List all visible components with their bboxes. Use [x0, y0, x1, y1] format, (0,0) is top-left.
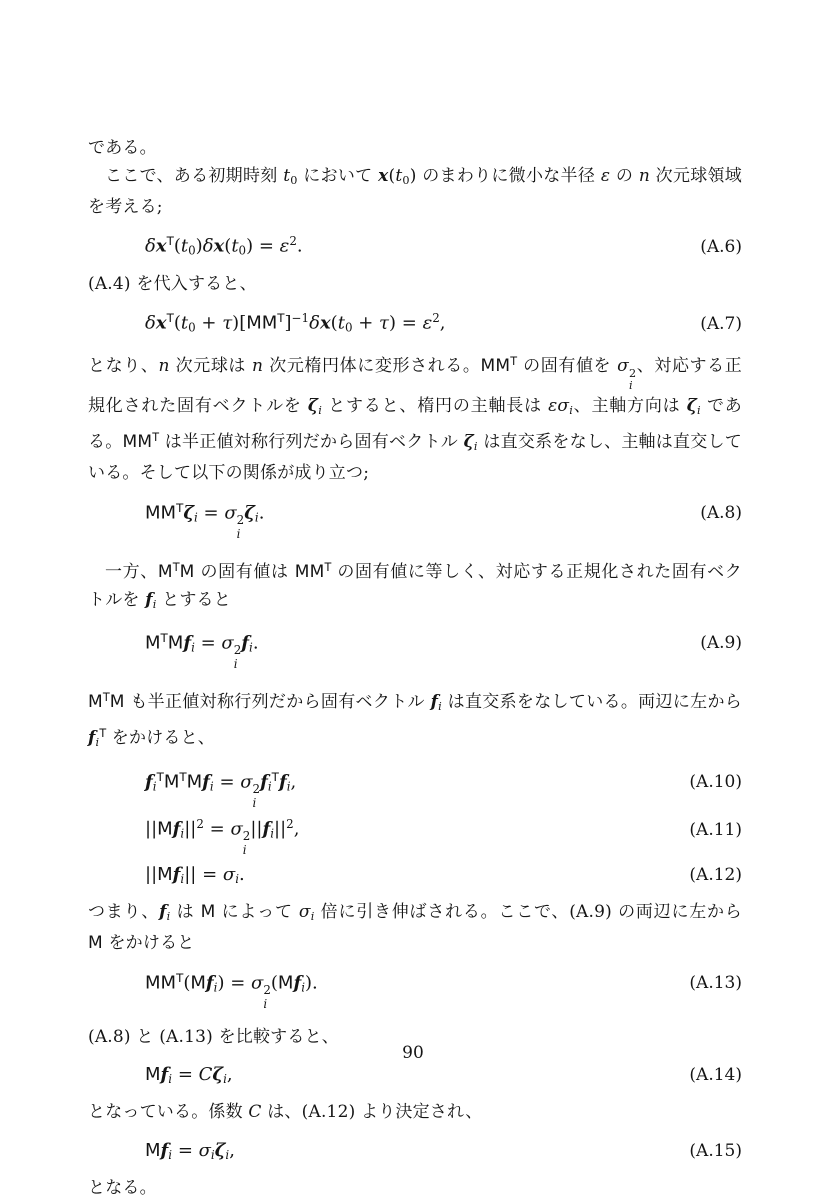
math-token: i — [270, 826, 275, 841]
math-token: M — [167, 632, 184, 654]
math-token: )[ — [232, 312, 247, 334]
math-token: C — [248, 1102, 262, 1123]
math-token: MM — [294, 562, 325, 583]
page-number: 90 — [402, 1043, 424, 1063]
text-run: は、 — [261, 1102, 302, 1123]
equation-body — [88, 1140, 235, 1162]
math-token: M — [145, 632, 161, 654]
math-token: T — [156, 769, 164, 784]
math-token: (A.8) — [88, 1026, 131, 1047]
math-token: f — [145, 771, 153, 793]
equation — [88, 971, 742, 1011]
math-token: || — [184, 818, 197, 840]
text-run: は直交系をなし、主軸は直交している。そして以下の関係が成り立つ; — [88, 432, 742, 484]
paragraph — [88, 163, 742, 222]
text-run: 次元球は — [169, 355, 253, 376]
math-token: M — [88, 933, 103, 954]
paragraph — [88, 899, 742, 958]
math-token: ζ — [183, 502, 194, 524]
math-token: . — [258, 502, 265, 524]
math-token: T — [176, 970, 184, 985]
math-token: δ — [309, 312, 320, 334]
math-token: M — [277, 972, 294, 994]
math-token: M — [145, 1064, 161, 1086]
paragraph — [88, 135, 742, 163]
math-token: f — [160, 1139, 169, 1161]
text-run: を代入すると、 — [130, 273, 257, 294]
text-run: 、対応する正規化された固有ベクトルを — [88, 355, 742, 416]
equation-body — [88, 1064, 233, 1086]
text-run: も半正値対称行列だから固有ベクトル — [124, 692, 431, 713]
text-run: は直交系をなしている。両辺に左から — [441, 692, 742, 713]
math-token: i — [223, 1072, 227, 1087]
math-token: τ — [379, 312, 389, 334]
math-token: σ — [222, 864, 236, 886]
math-token: M — [88, 692, 103, 713]
math-token: ζ — [463, 432, 474, 453]
equation — [88, 1140, 742, 1162]
equation-number: (A.8) — [700, 503, 742, 524]
equation-body — [88, 817, 299, 857]
math-token: 0 — [290, 173, 298, 187]
text-run: の両辺に左から — [611, 902, 742, 923]
equation-number: (A.13) — [689, 973, 742, 994]
math-token: x — [155, 312, 167, 334]
text-run: のまわりに微小な半径 — [416, 165, 601, 186]
math-token: MM — [480, 355, 511, 376]
math-token: (A.13) — [159, 1026, 213, 1047]
math-token: M — [109, 692, 125, 713]
math-token: M — [157, 562, 173, 583]
paragraph — [88, 554, 742, 618]
math-token: f — [172, 818, 181, 840]
math-token: T — [179, 769, 187, 784]
math-token: ) = — [217, 972, 252, 994]
paragraph — [88, 348, 742, 488]
math-token: σ — [230, 818, 243, 840]
math-token: . — [239, 864, 245, 886]
math-token: τ — [222, 312, 233, 334]
math-token: i — [696, 403, 701, 417]
math-token: C — [198, 1064, 213, 1086]
math-token: 2 — [196, 816, 204, 831]
math-token: f — [160, 1064, 169, 1086]
math-token: 2 i — [628, 366, 637, 393]
math-token: 0 — [344, 320, 353, 335]
math-token: t — [180, 312, 189, 334]
math-token: 0 — [238, 243, 247, 258]
math-token: T — [172, 561, 180, 574]
math-token: i — [301, 980, 305, 995]
equation-body — [88, 770, 296, 810]
equation-number: (A.10) — [689, 772, 742, 793]
math-token: = — [213, 771, 241, 793]
math-token: i — [235, 872, 239, 887]
math-token: i — [95, 736, 100, 750]
math-token: i — [210, 1147, 215, 1162]
equation — [88, 631, 742, 671]
math-token: T — [176, 500, 184, 515]
equation-body — [88, 631, 259, 671]
math-token: . — [296, 235, 303, 257]
math-token: T — [277, 311, 285, 326]
math-token: 2 — [286, 816, 294, 831]
math-token: M — [157, 864, 173, 886]
math-token: i — [473, 439, 478, 453]
math-token: i — [249, 640, 253, 655]
math-token: M — [145, 1139, 161, 1161]
math-token: ε — [600, 165, 611, 186]
math-token: t — [283, 165, 291, 186]
math-token: ( — [330, 312, 338, 334]
math-token: t — [231, 235, 239, 257]
math-token: i — [213, 980, 218, 995]
equation — [88, 770, 742, 810]
math-token: = — [194, 632, 222, 654]
math-token: −1 — [291, 311, 310, 326]
math-token: ( — [173, 235, 181, 257]
math-token: , — [290, 771, 297, 793]
text-run: である。 — [88, 138, 157, 158]
math-token: i — [166, 909, 171, 923]
math-token: ζ — [686, 395, 697, 416]
math-token: f — [145, 589, 153, 610]
math-token: T — [99, 727, 107, 741]
math-token: M — [157, 818, 173, 840]
math-token: ε — [279, 235, 290, 257]
paragraph — [88, 1099, 742, 1127]
math-token: i — [152, 597, 157, 611]
math-token: 0 — [188, 243, 196, 258]
text-run: とすると — [156, 589, 231, 610]
math-token: . — [252, 632, 259, 654]
math-token: σ — [298, 902, 311, 923]
math-token: n — [158, 355, 170, 376]
text-run: とすると、楕円の主軸長は — [321, 395, 549, 416]
math-token: 2 i — [242, 829, 251, 857]
text-run: である。 — [88, 395, 742, 453]
math-token: f — [183, 632, 192, 654]
math-token: = — [197, 502, 225, 524]
equation-number: (A.11) — [689, 819, 742, 840]
math-token: f — [260, 771, 268, 793]
math-token: + — [195, 312, 223, 334]
math-token: = — [172, 1139, 199, 1161]
equation-body — [88, 971, 318, 1011]
math-token: T — [271, 769, 279, 784]
math-token: ζ — [307, 395, 319, 416]
equation-number: (A.15) — [689, 1140, 742, 1161]
math-token: n — [252, 355, 264, 376]
math-token: f — [88, 728, 96, 749]
math-token: ] — [284, 312, 292, 334]
math-token: ( — [224, 235, 232, 257]
math-token: f — [172, 864, 181, 886]
text-run: より決定され、 — [355, 1102, 483, 1123]
text-run: は半正値対称行列だから固有ベクトル — [159, 432, 464, 453]
math-token: i — [191, 640, 195, 655]
paragraph — [88, 684, 742, 757]
equation — [88, 311, 742, 335]
paragraph — [88, 271, 742, 299]
math-token: MM — [122, 432, 153, 453]
math-token: 2 i — [263, 983, 271, 1011]
math-token: M — [190, 972, 206, 994]
math-token: M — [186, 771, 203, 793]
text-run: を比較すると、 — [212, 1026, 339, 1047]
equation — [88, 501, 742, 541]
math-token: ( — [270, 972, 278, 994]
math-token: ε — [422, 312, 433, 334]
text-run: 一方、 — [105, 562, 158, 583]
math-token: ). — [305, 972, 318, 994]
math-token: f — [262, 818, 271, 840]
math-token: 2 — [289, 234, 297, 249]
math-token: f — [205, 972, 214, 994]
math-token: f — [293, 972, 302, 994]
text-run: 、主軸方向は — [573, 395, 687, 416]
math-token: ( — [183, 972, 191, 994]
text-run: となる。 — [88, 1177, 157, 1198]
math-token: = — [203, 818, 231, 840]
math-token: || — [274, 818, 287, 840]
text-run: をかけると — [102, 933, 195, 954]
math-token: ( — [173, 312, 181, 334]
math-token: T — [160, 630, 168, 645]
text-run: の — [610, 165, 639, 186]
math-token: i — [318, 403, 322, 417]
text-run: によって — [215, 902, 299, 923]
text-run: は — [170, 902, 201, 923]
text-run: ここで、ある初期時刻 — [105, 165, 284, 186]
math-token: M — [179, 562, 195, 583]
math-token: ) = — [389, 312, 423, 334]
math-token: (A.4) — [88, 273, 131, 294]
math-token: ) = — [246, 235, 280, 257]
math-token: i — [209, 779, 214, 794]
equation — [88, 1064, 742, 1086]
math-token: i — [180, 872, 185, 887]
math-token: i — [168, 1147, 173, 1162]
math-token: i — [310, 909, 315, 923]
math-token: δ — [145, 235, 156, 257]
math-token: T — [324, 561, 332, 574]
math-token: MM — [145, 972, 177, 994]
equation-number: (A.7) — [700, 313, 742, 334]
text-run: つまり、 — [88, 902, 160, 923]
text-run: 次元球領域を考える; — [88, 165, 743, 217]
text-run: と — [130, 1026, 160, 1047]
math-token: || = — [184, 864, 223, 886]
equation-body — [88, 311, 446, 335]
math-token: MM — [145, 502, 177, 524]
equation-number: (A.6) — [700, 236, 742, 257]
math-token: δ — [145, 312, 156, 334]
text-run: の固有値は — [194, 562, 295, 583]
equation-body — [88, 234, 303, 258]
math-token: x — [155, 235, 167, 257]
math-token: 0 — [188, 320, 196, 335]
math-token: δ — [202, 235, 214, 257]
math-token: f — [278, 771, 287, 793]
math-token: σ — [240, 771, 253, 793]
math-token: x — [378, 165, 389, 186]
math-token: i — [438, 699, 442, 713]
math-token: σ — [198, 1139, 211, 1161]
math-token: i — [569, 403, 574, 417]
math-token: εσ — [548, 395, 570, 416]
equation-body — [88, 501, 264, 541]
math-token: i — [180, 826, 185, 841]
math-token: ζ — [212, 1064, 224, 1086]
text-run: の固有値に等しく、対応する正規化された固有ベクトルを — [88, 562, 742, 610]
math-token: ) — [409, 165, 417, 186]
math-token: f — [430, 692, 439, 713]
math-token: (A.9) — [569, 902, 612, 923]
math-token: 2 — [432, 311, 440, 326]
math-token: || — [145, 864, 158, 886]
math-token: 0 — [402, 173, 410, 187]
math-token: || — [250, 818, 263, 840]
math-token: i — [152, 779, 157, 794]
math-token: 2 i — [236, 513, 245, 541]
math-token: i — [168, 1072, 173, 1087]
math-token: , — [439, 312, 446, 334]
math-token: , — [293, 818, 300, 840]
math-token: T — [510, 354, 518, 368]
math-token: ( — [388, 165, 396, 186]
math-token: t — [337, 312, 345, 334]
text-run: となり、 — [88, 355, 159, 376]
math-token: T — [166, 311, 174, 326]
document-content — [88, 135, 742, 1202]
math-token: f — [202, 771, 210, 793]
math-token: f — [241, 632, 250, 654]
text-run: 次元楕円体に変形される。 — [263, 355, 481, 376]
math-token: f — [159, 902, 167, 923]
equation-body — [88, 864, 245, 886]
math-token: x — [319, 312, 331, 334]
equation-number: (A.12) — [689, 865, 742, 886]
math-token: , — [226, 1064, 233, 1086]
equation-group — [88, 770, 742, 886]
equation-number: (A.9) — [700, 633, 742, 654]
math-token: σ — [221, 632, 234, 654]
math-token: i — [254, 510, 259, 525]
math-token: ) — [195, 235, 203, 257]
math-token: i — [194, 510, 198, 525]
math-token: 2 i — [252, 782, 261, 810]
math-token: + — [352, 312, 380, 334]
math-token: ζ — [244, 502, 255, 524]
math-token: M — [163, 771, 180, 793]
math-token: σ — [251, 972, 264, 994]
text-run: をかけると、 — [106, 728, 215, 749]
math-token: 2 i — [233, 643, 242, 671]
text-run: となっている。係数 — [88, 1102, 249, 1123]
math-token: σ — [224, 502, 237, 524]
equation-number: (A.14) — [689, 1065, 742, 1086]
text-run: 倍に引き伸ばされる。ここで、 — [314, 902, 570, 923]
equation — [88, 817, 742, 857]
math-token: t — [180, 235, 189, 257]
math-token: (A.12) — [301, 1102, 356, 1123]
equation — [88, 864, 742, 886]
text-run: の固有値を — [517, 355, 618, 376]
math-token: MM — [246, 312, 278, 334]
math-token: , — [229, 1139, 235, 1161]
math-token: M — [200, 902, 216, 923]
math-token: i — [225, 1147, 230, 1162]
math-token: i — [267, 779, 272, 794]
math-token: = — [172, 1064, 199, 1086]
paragraph — [88, 1175, 742, 1202]
math-token: || — [145, 818, 158, 840]
math-token: i — [286, 779, 291, 794]
math-token: x — [213, 235, 225, 257]
math-token: ζ — [214, 1139, 226, 1161]
math-token: T — [166, 234, 174, 249]
equation — [88, 234, 742, 258]
math-token: T — [152, 430, 160, 444]
math-token: t — [395, 165, 403, 186]
math-token: n — [638, 165, 650, 186]
text-run: において — [297, 165, 379, 186]
math-token: T — [102, 691, 110, 705]
math-token: σ — [617, 355, 629, 376]
